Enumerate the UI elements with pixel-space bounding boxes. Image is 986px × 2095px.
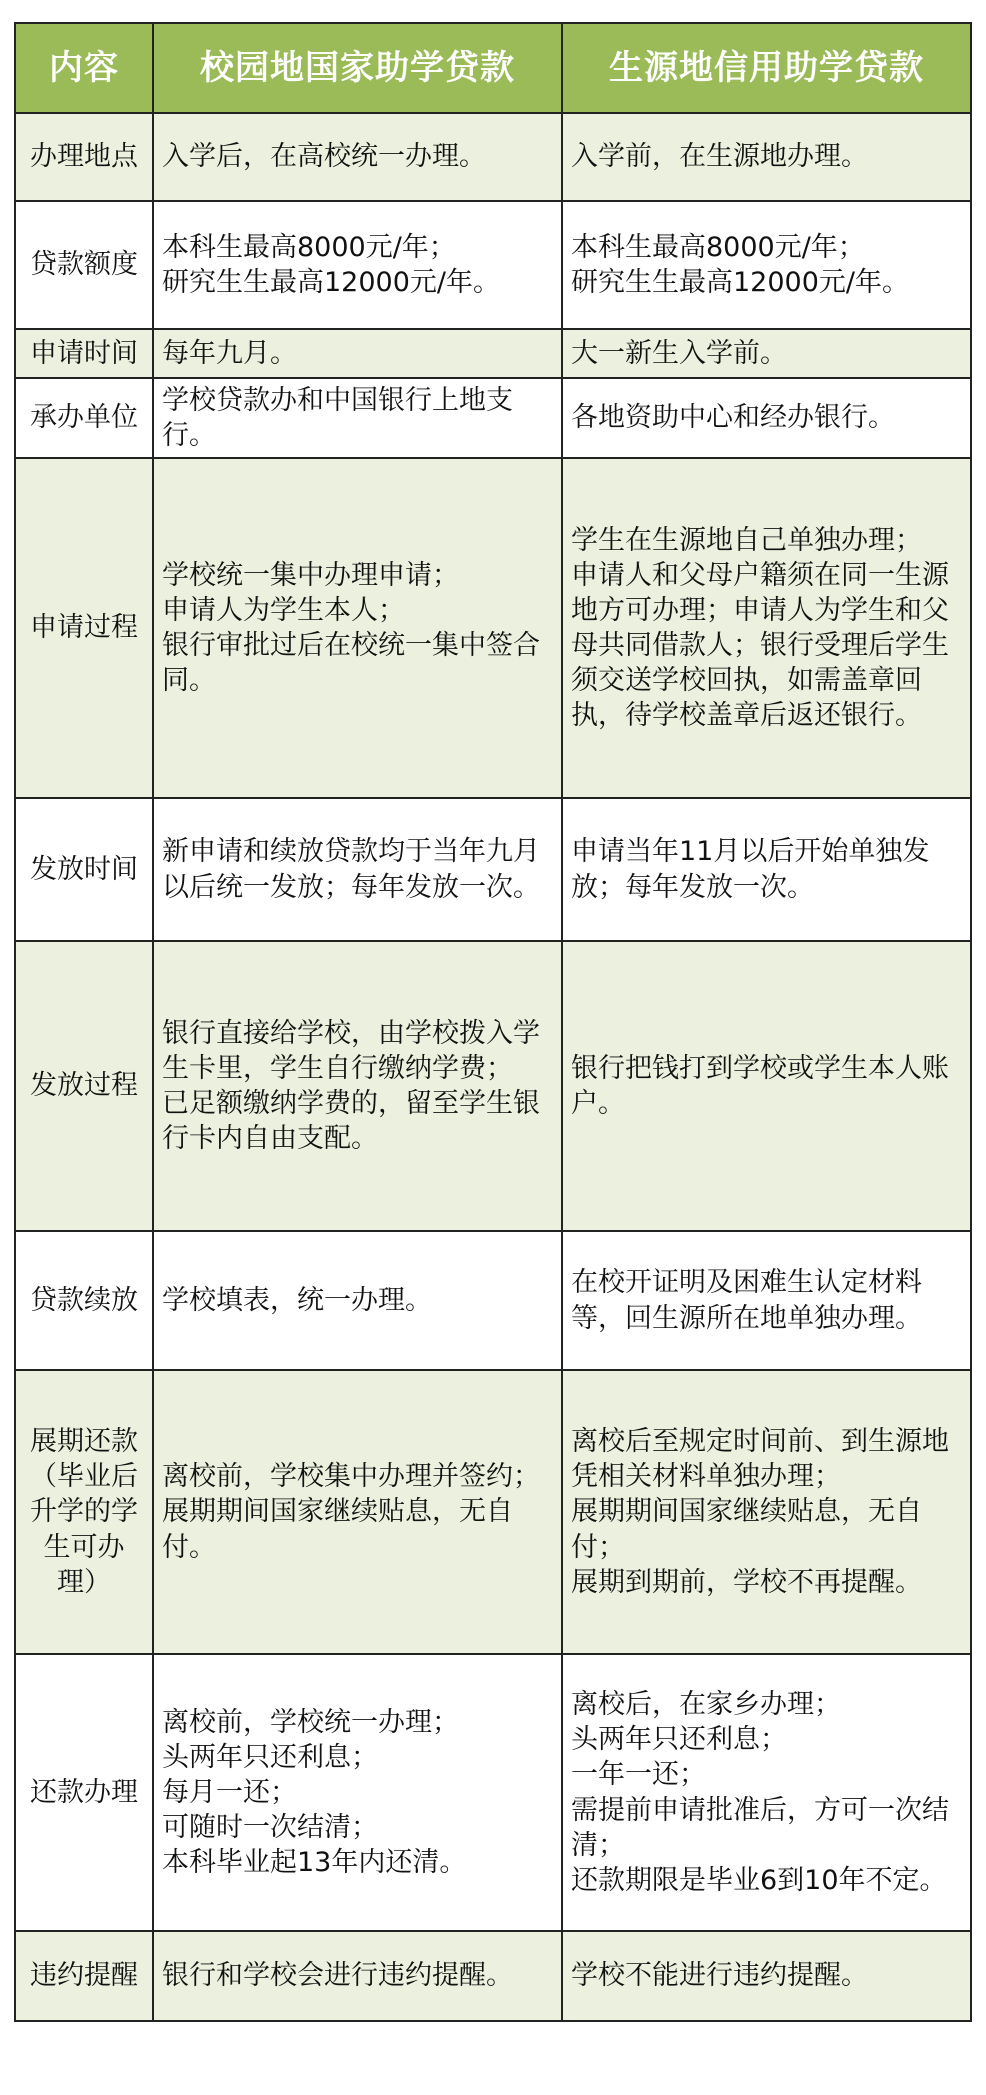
cell-line: 离校前，学校集中办理并签约； (162, 1461, 540, 1493)
table-row-issue-time (15, 798, 971, 941)
origin-loan-cell (562, 798, 971, 941)
row-label: 还款办理 (15, 1654, 153, 1931)
cell-line: 离校后至规定时间前、到生源地凭相关材料单独办理； (571, 1426, 949, 1493)
origin-loan-cell (562, 113, 971, 201)
cell-line: 在校开证明及困难生认定材料等，回生源所在地单独办理。 (571, 1267, 922, 1334)
cell-line: 研究生生最高12000元/年。 (162, 267, 500, 298)
row-label: 承办单位 (15, 378, 153, 458)
cell-line: 银行直接给学校，由学校拨入学生卡里，学生自行缴纳学费； (162, 1017, 540, 1084)
cell-line: 研究生生最高12000元/年。 (571, 267, 909, 298)
loan-comparison-table (14, 22, 972, 2022)
table-row-handling-unit (15, 378, 971, 458)
row-label: 申请时间 (15, 329, 153, 378)
cell-line: 入学前，在生源地办理。 (571, 141, 868, 173)
cell-line: 申请人为学生本人； (162, 594, 405, 626)
cell-line: 本科毕业起13年内还清。 (162, 1847, 467, 1879)
cell-line: 银行和学校会进行违约提醒。 (162, 1960, 513, 1992)
row-label: 发放时间 (15, 798, 153, 941)
origin-loan-cell (562, 458, 971, 798)
row-label: 办理地点 (15, 113, 153, 201)
cell-line: 各地资助中心和经办银行。 (571, 402, 895, 434)
origin-loan-cell (562, 1931, 971, 2021)
cell-line: 一年一还； (571, 1759, 706, 1791)
table-row-default-reminder (15, 1931, 971, 2021)
row-label: 发放过程 (15, 941, 153, 1231)
origin-loan-cell (562, 201, 971, 329)
cell-line: 学校贷款办和中国银行上地支行。 (162, 384, 513, 451)
origin-loan-cell (562, 378, 971, 458)
table-row-apply-time (15, 329, 971, 378)
cell-line: 头两年只还利息； (162, 1741, 378, 1773)
cell-line: 银行把钱打到学校或学生本人账户。 (571, 1052, 949, 1119)
cell-line: 申请当年11月以后开始单独发放；每年发放一次。 (571, 836, 930, 903)
table-body (15, 113, 971, 2021)
cell-line: 学校填表，统一办理。 (162, 1284, 432, 1316)
table-row-extension (15, 1370, 971, 1654)
cell-line: 每年九月。 (162, 337, 297, 369)
cell-line: 可随时一次结清； (162, 1812, 378, 1844)
header-campus-loan: 校园地国家助学贷款 (153, 23, 562, 113)
campus-loan-cell (153, 329, 562, 378)
header-origin-loan: 生源地信用助学贷款 (562, 23, 971, 113)
campus-loan-cell (153, 1654, 562, 1931)
cell-line: 学生在生源地自己单独办理； (571, 524, 922, 556)
origin-loan-cell (562, 1654, 971, 1931)
cell-line: 头两年只还利息； (571, 1724, 787, 1756)
cell-line: 学校统一集中办理申请； (162, 559, 459, 591)
header-content: 内容 (15, 23, 153, 113)
table-row-apply-process (15, 458, 971, 798)
campus-loan-cell (153, 378, 562, 458)
row-label: 贷款额度 (15, 201, 153, 329)
cell-line: 新申请和续放贷款均于当年九月以后统一发放；每年发放一次。 (162, 836, 540, 903)
cell-line: 学校不能进行违约提醒。 (571, 1960, 868, 1992)
origin-loan-cell (562, 329, 971, 378)
cell-line: 需提前申请批准后，方可一次结清； (571, 1794, 949, 1861)
cell-line: 本科生最高8000元/年； (162, 231, 456, 263)
table-row-repayment (15, 1654, 971, 1931)
cell-line: 展期期间国家继续贴息，无自付。 (162, 1496, 513, 1563)
cell-line: 已足额缴纳学费的，留至学生银行卡内自由支配。 (162, 1088, 540, 1155)
campus-loan-cell (153, 1931, 562, 2021)
cell-line: 离校前，学校统一办理； (162, 1706, 459, 1738)
cell-line: 申请人和父母户籍须在同一生源地方可办理；申请人为学生和父母共同借款人；银行受理后学生须交送学校回执，如需盖章回执，待学校盖章后返还银行。 (571, 559, 949, 732)
header-row (15, 23, 971, 113)
origin-loan-cell (562, 941, 971, 1231)
table-row-issue-process (15, 941, 971, 1231)
campus-loan-cell (153, 1231, 562, 1370)
row-label: 展期还款（毕业后升学的学生可办理） (15, 1370, 153, 1654)
loan-comparison-table-container (14, 22, 970, 2022)
cell-line: 入学后，在高校统一办理。 (162, 141, 486, 173)
cell-line: 展期期间国家继续贴息，无自付； (571, 1496, 922, 1563)
campus-loan-cell (153, 941, 562, 1231)
cell-line: 本科生最高8000元/年； (571, 231, 865, 263)
cell-line: 银行审批过后在校统一集中签合同。 (162, 630, 540, 697)
cell-line: 每月一还； (162, 1776, 297, 1808)
row-label: 违约提醒 (15, 1931, 153, 2021)
cell-line: 离校后，在家乡办理； (571, 1689, 841, 1721)
campus-loan-cell (153, 1370, 562, 1654)
cell-line: 还款期限是毕业6到10年不定。 (571, 1864, 947, 1896)
campus-loan-cell (153, 113, 562, 201)
row-label: 申请过程 (15, 458, 153, 798)
campus-loan-cell (153, 458, 562, 798)
cell-line: 大一新生入学前。 (571, 337, 787, 369)
row-label: 贷款续放 (15, 1231, 153, 1370)
table-row-amount (15, 201, 971, 329)
table-row-renewal (15, 1231, 971, 1370)
campus-loan-cell (153, 201, 562, 329)
cell-line: 展期到期前，学校不再提醒。 (571, 1566, 922, 1598)
origin-loan-cell (562, 1370, 971, 1654)
campus-loan-cell (153, 798, 562, 941)
table-row-location (15, 113, 971, 201)
origin-loan-cell (562, 1231, 971, 1370)
table-header (15, 23, 971, 113)
